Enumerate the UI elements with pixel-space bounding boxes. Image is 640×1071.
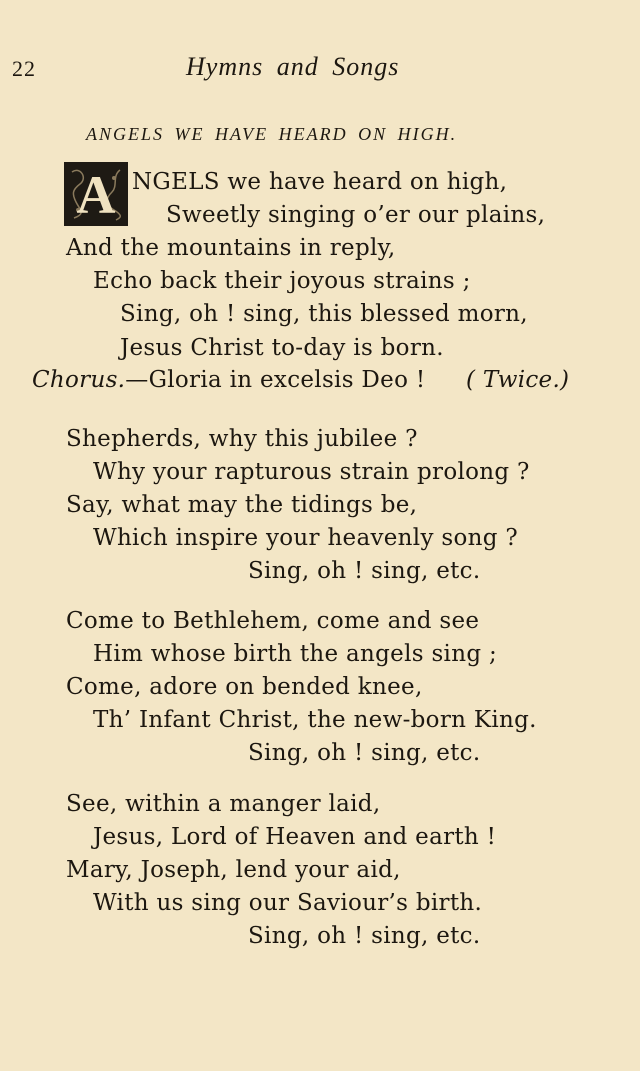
stanza3-refrain: Sing, oh ! sing, etc. [248, 740, 481, 766]
stanza2-line3: Say, what may the tidings be, [66, 492, 418, 518]
stanza4-refrain: Sing, oh ! sing, etc. [248, 923, 481, 949]
stanza2-line2: Why your rapturous strain prolong ? [93, 459, 530, 485]
chorus-text: —Gloria in excelsis Deo ! [125, 367, 426, 393]
stanza3-line3: Come, adore on bended knee, [66, 674, 423, 700]
drop-cap-letter: A [76, 165, 116, 225]
stanza4-line4: With us sing our Saviour’s birth. [93, 890, 483, 916]
stanza1-line6: Jesus Christ to-day is born. [120, 335, 444, 361]
chorus-line [32, 366, 425, 394]
page-number: 22 [12, 56, 36, 81]
stanza1-line3: And the mountains in reply, [66, 235, 396, 261]
stanza2-line4: Which inspire your heavenly song ? [93, 525, 518, 551]
stanza3-line1: Come to Bethlehem, come and see [66, 608, 480, 634]
stanza4-line3: Mary, Joseph, lend your aid, [66, 857, 401, 883]
stanza2-refrain: Sing, oh ! sing, etc. [248, 558, 481, 584]
drop-cap-ornament [64, 162, 128, 226]
stanza4-line1: See, within a manger laid, [66, 791, 381, 817]
stanza3-line2: Him whose birth the angels sing ; [93, 641, 498, 667]
stanza4-line2: Jesus, Lord of Heaven and earth ! [93, 824, 497, 850]
stanza1-line5: Sing, oh ! sing, this blessed morn, [120, 301, 528, 327]
stanza3-line4: Th’ Infant Christ, the new-born King. [93, 707, 537, 733]
stanza2-line1: Shepherds, why this jubilee ? [66, 426, 418, 452]
stanza1-line1: NGELS we have heard on high, [132, 169, 508, 195]
hymn-title: ANGELS WE HAVE HEARD ON HIGH. [86, 124, 458, 144]
running-title: Hymns and Songs [186, 52, 400, 81]
chorus-label: Chorus. [32, 367, 126, 393]
stanza1-line4: Echo back their joyous strains ; [93, 268, 471, 294]
stanza1-line2: Sweetly singing o’er our plains, [166, 202, 546, 228]
chorus-twice-note: ( Twice.) [466, 367, 570, 393]
